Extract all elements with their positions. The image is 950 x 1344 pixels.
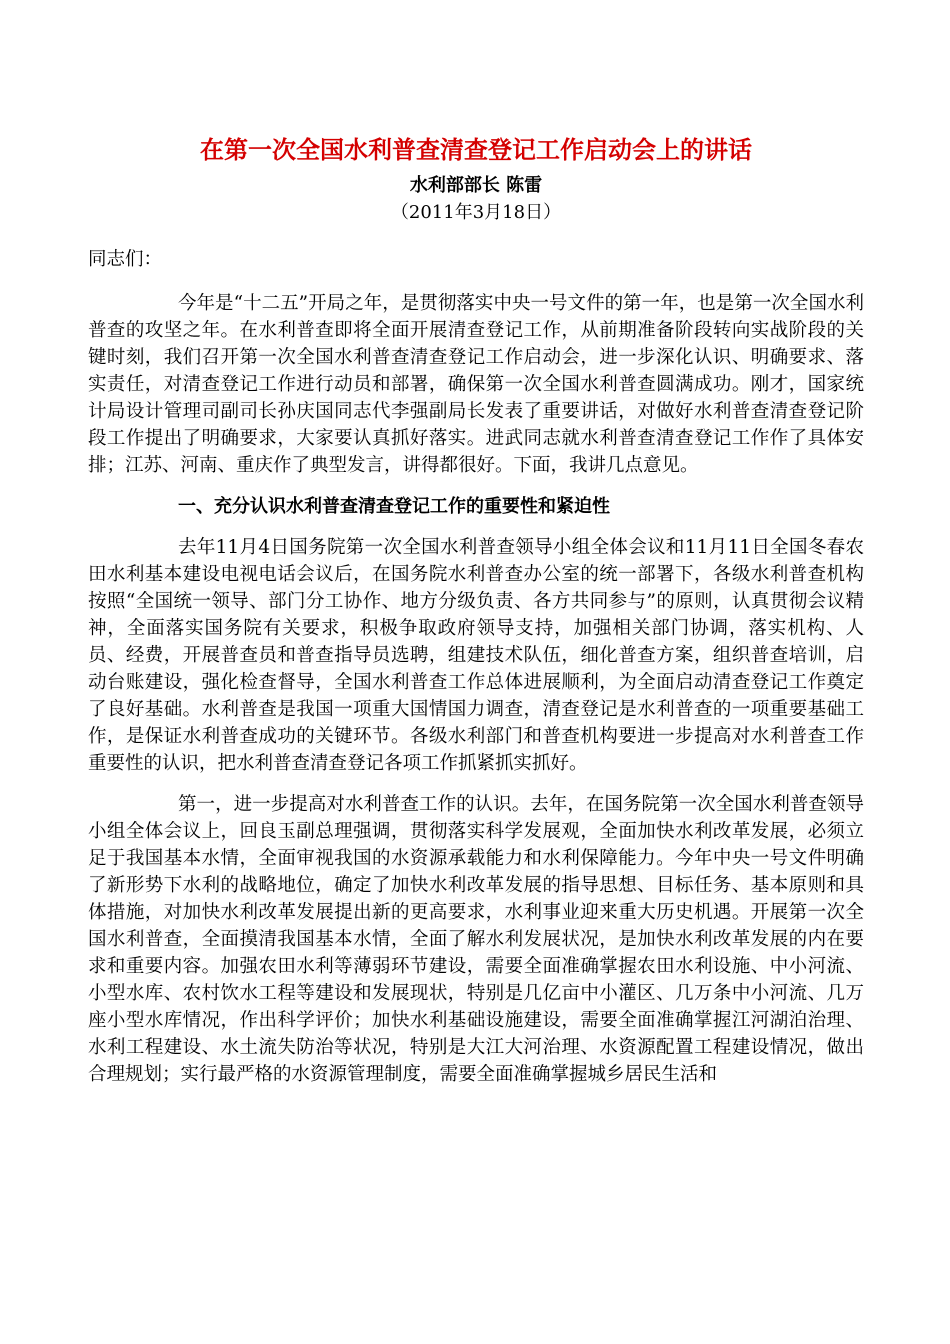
paragraph-intro: 今年是“十二五”开局之年，是贯彻落实中央一号文件的第一年，也是第一次全国水利普查的攻坚之年。在水利普查即将全面开展清查登记工作，从前期准备阶段转向实战阶段的关键时刻，我们召开第一次全国水利普查清查登记工作启动会，进一步深化认识、明确要求、落实责任，对清查登记工作进行动员和部署，确保第一次全国水利普查圆满成功。刚才，国家统计局设计管理司副司长孙庆国同志代李强副局长发表了重要讲话，对做好水利普查清查登记阶段工作提出了明确要求，大家要认真抓好落实。进武同志就水利普查清查登记工作作了具体安排；江苏、河南、重庆作了典型发言，讲得都很好。下面，我讲几点意见。 — [88, 293, 864, 476]
document-page — [88, 128, 864, 1088]
document-title: 在第一次全国水利普查清查登记工作启动会上的讲话 — [200, 136, 752, 164]
section-heading: 一、充分认识水利普查清查登记工作的重要性和紧迫性 — [178, 496, 610, 517]
paragraph-first-point: 第一，进一步提高对水利普查工作的认识。去年，在国务院第一次全国水利普查领导小组全体会议上，回良玉副总理强调，贯彻落实科学发展观，全面加快水利改革发展，必须立足于我国基本水情，全面审视我国的水资源承载能力和水利保障能力。今年中央一号文件明确了新形势下水利的战略地位，确定了加快水利改革发展的指导思想、目标任务、基本原则和具体措施，对加快水利改革发展提出新的更高要求，水利事业迎来重大历史机遇。开展第一次全国水利普查，全面摸清我国基本水情，全面了解水利发展状况，是加快水利改革发展的内在要求和重要内容。加强农田水利等薄弱环节建设，需要全面准确掌握农田水利设施、中小河流、小型水库、农村饮水工程等建设和发展现状，特别是几亿亩中小灌区、几万条中小河流、几万座小型水库情况，作出科学评价；加快水利基础设施建设，需要全面准确掌握江河湖泊治理、水利工程建设、水土流失防治等状况，特别是大江大河治理、水资源配置工程建设情况，做出合理规划；实行最严格的水资源管理制度，需要全面准确掌握城乡居民生活和 — [88, 794, 864, 1085]
document-date: （2011年3月18日） — [390, 202, 562, 223]
document-author: 水利部部长 陈雷 — [409, 175, 543, 196]
greeting: 同志们： — [88, 249, 163, 270]
paragraph-progress: 去年11月4日国务院第一次全国水利普查领导小组全体会议和11月11日全国冬春农田水利基本建设电视电话会议后，在国务院水利普查办公室的统一部署下，各级水利普查机构按照“全国统一领导、部门分工协作、地方分级负责、各方共同参与”的原则，认真贯彻会议精神，全面落实国务院有关要求，积极争取政府领导支持，加强相关部门协调，落实机构、人员、经费，开展普查员和普查指导员选聘，组建技术队伍，细化普查方案，组织普查培训，启动台账建设，强化检查督导，全国水利普查工作总体进展顺利，为全面启动清查登记工作奠定了良好基础。水利普查是我国一项重大国情国力调查，清查登记是水利普查的一项重要基础工作，是保证水利普查成功的关键环节。各级水利部门和普查机构要进一步提高对水利普查工作重要性的认识，把水利普查清查登记各项工作抓紧抓实抓好。 — [88, 537, 864, 774]
